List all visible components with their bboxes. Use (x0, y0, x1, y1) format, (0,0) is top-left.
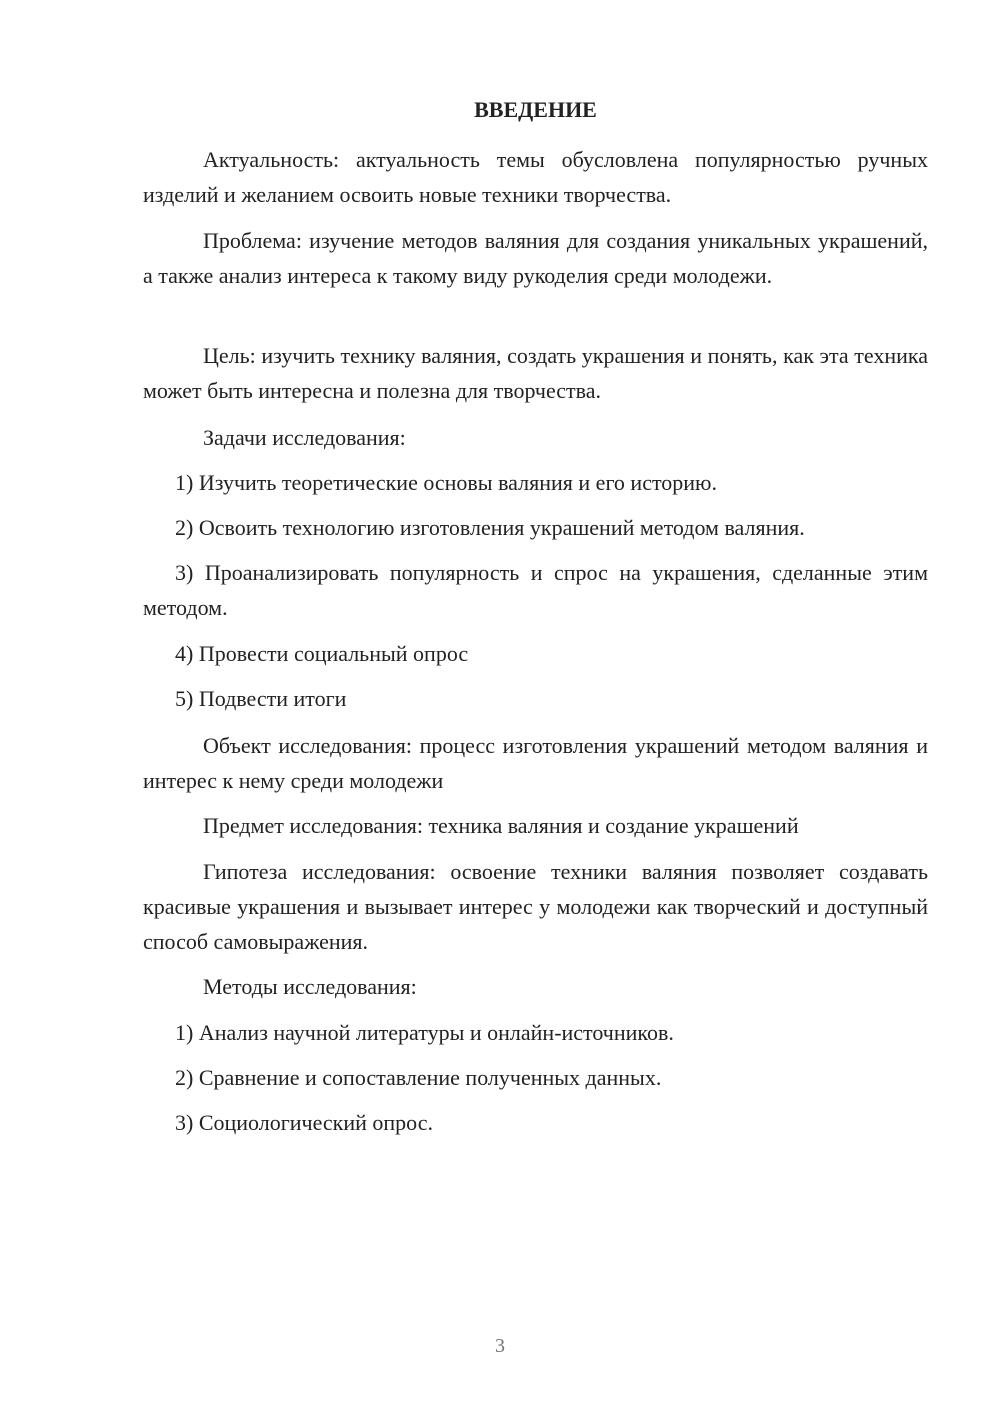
section-title: ВВЕДЕНИЕ (474, 97, 597, 122)
object-paragraph: Объект исследования: процесс изготовления украшений методом валяния и интерес к нему среди молодежи (143, 733, 928, 793)
methods-heading: Методы исследования: (203, 974, 417, 999)
tasks-heading: Задачи исследования: (203, 425, 406, 450)
problem-paragraph: Проблема: изучение методов валяния для создания уникальных украшений, а также анализ интереса к такому виду рукоделия среди молодежи. (143, 228, 928, 288)
subject-paragraph: Предмет исследования: техника валяния и создание украшений (203, 813, 799, 838)
task-item-5: 5) Подвести итоги (175, 686, 347, 711)
method-item-3: 3) Социологический опрос. (175, 1110, 433, 1135)
method-item-2: 2) Сравнение и сопоставление полученных данных. (175, 1065, 662, 1090)
goal-paragraph: Цель: изучить технику валяния, создать украшения и понять, как эта техника может быть интересна и полезна для творчества. (143, 343, 928, 403)
task-item-2: 2) Освоить технологию изготовления украшений методом валяния. (175, 515, 805, 540)
page-number: 3 (495, 1335, 505, 1357)
relevance-paragraph: Актуальность: актуальность темы обусловлена популярностью ручных изделий и желанием освоить новые техники творчества. (143, 147, 928, 207)
task-item-4: 4) Провести социальный опрос (175, 641, 469, 666)
hypothesis-paragraph: Гипотеза исследования: освоение техники валяния позволяет создавать красивые украшения и вызывает интерес у молодежи как творческий и доступный способ самовыражения. (143, 859, 928, 954)
method-item-1: 1) Анализ научной литературы и онлайн-источников. (175, 1020, 674, 1045)
task-item-1: 1) Изучить теоретические основы валяния и его историю. (175, 470, 717, 495)
task-item-3: 3) Проанализировать популярность и спрос на украшения, сделанные этим методом. (143, 560, 928, 620)
